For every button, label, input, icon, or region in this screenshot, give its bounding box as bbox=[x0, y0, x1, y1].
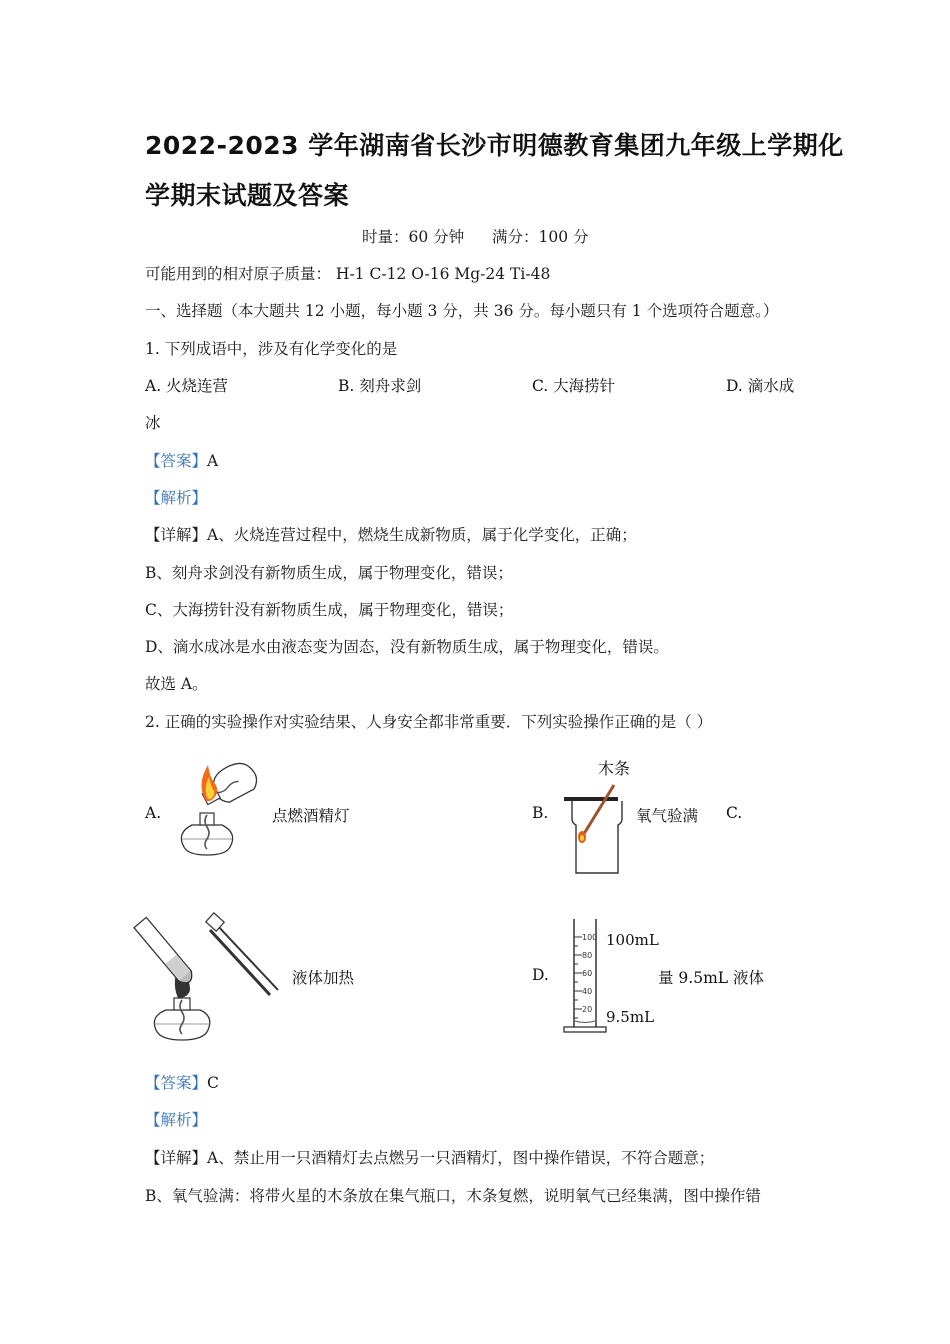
q2-option-d-label: 量 9.5mL 液体 bbox=[658, 969, 764, 987]
q1-detail-d: D、滴水成冰是水由液态变为固态，没有新物质生成，属于物理变化，错误。 bbox=[145, 638, 669, 656]
q1-answer bbox=[145, 449, 218, 471]
q2-detail-b: B、氧气验满：将带火星的木条放在集气瓶口，木条复燃，说明氧气已经集满，图中操作错 bbox=[145, 1187, 761, 1205]
q1-detail-b: B、刻舟求剑没有新物质生成，属于物理变化，错误； bbox=[145, 564, 513, 582]
cylinder-tick-label: 20 bbox=[582, 1005, 593, 1014]
q1-option-c: C. 大海捞针 bbox=[532, 377, 616, 395]
q1-analysis-tag: 【解析】 bbox=[145, 489, 208, 507]
q1-conclusion: 故选 A。 bbox=[145, 675, 208, 693]
q1-detail-a bbox=[145, 523, 637, 545]
q2-option-c-letter: C. bbox=[726, 804, 743, 822]
q2-analysis-tag: 【解析】 bbox=[145, 1111, 208, 1129]
q1-answer-value: A bbox=[207, 452, 219, 470]
q1-option-a: A. 火烧连营 bbox=[145, 377, 229, 395]
q2-detail-a-text: A、禁止用一只酒精灯去点燃另一只酒精灯，图中操作错误，不符合题意； bbox=[207, 1149, 715, 1167]
q1-option-d-wrap: 冰 bbox=[145, 414, 161, 432]
q1-detail-tag: 【详解】 bbox=[145, 526, 208, 544]
cylinder-tick-label: 40 bbox=[582, 987, 593, 996]
q2-option-c-label: 液体加热 bbox=[292, 969, 355, 987]
graduated-cylinder-figure bbox=[560, 915, 670, 1035]
exam-full-score: 满分：100 分 bbox=[492, 228, 589, 246]
liquid-heating-figure bbox=[150, 900, 300, 1050]
atomic-mass-line: 可能用到的相对原子质量： H-1 C-12 O-16 Mg-24 Ti-48 bbox=[145, 265, 551, 283]
q2-detail-a bbox=[145, 1146, 714, 1168]
document-title-line1: 2022-2023 学年湖南省长沙市明德教育集团九年级上学期化 bbox=[145, 131, 844, 160]
q2-detail-tag: 【详解】 bbox=[145, 1149, 208, 1167]
cylinder-tick-label: 60 bbox=[582, 969, 593, 978]
q1-option-b: B. 刻舟求剑 bbox=[338, 377, 422, 395]
q1-option-d: D. 滴水成 bbox=[726, 377, 795, 395]
cylinder-tick-label: 80 bbox=[582, 951, 593, 960]
q2-option-d-letter: D. bbox=[532, 966, 549, 984]
q2-option-b-letter: B. bbox=[532, 804, 549, 822]
q1-detail-c: C、大海捞针没有新物质生成，属于物理变化，错误； bbox=[145, 601, 514, 619]
q2-answer-tag: 【答案】 bbox=[145, 1074, 208, 1092]
q1-answer-tag: 【答案】 bbox=[145, 452, 208, 470]
q2-answer bbox=[145, 1071, 219, 1093]
wood-stick-label: 木条 bbox=[598, 759, 631, 778]
q1-detail-a-text: A、火烧连营过程中，燃烧生成新物质，属于化学变化，正确； bbox=[207, 526, 637, 544]
exam-time: 时量：60 分钟 bbox=[362, 228, 465, 246]
alcohol-lamp-lighting-figure bbox=[170, 755, 270, 865]
q2-option-a-label: 点燃酒精灯 bbox=[272, 807, 350, 825]
cylinder-capacity-label: 100mL bbox=[606, 931, 659, 949]
question-1-stem: 1. 下列成语中，涉及有化学变化的是 bbox=[145, 340, 398, 358]
q2-answer-value: C bbox=[207, 1074, 219, 1092]
document-title-line2: 学期末试题及答案 bbox=[145, 181, 350, 210]
section-heading: 一、选择题（本大题共 12 小题，每小题 3 分，共 36 分。每小题只有 1 个选项符合题意。） bbox=[145, 302, 779, 320]
cylinder-volume-label: 9.5mL bbox=[606, 1008, 655, 1026]
cylinder-tick-label: 100 bbox=[582, 933, 598, 942]
question-2-stem: 2. 正确的实验操作对实验结果、人身安全都非常重要．下列实验操作正确的是（ ） bbox=[145, 713, 713, 731]
q2-option-a-letter: A. bbox=[145, 804, 162, 822]
q2-option-b-label: 氧气验满 bbox=[636, 807, 699, 825]
oxygen-test-bottle-figure bbox=[560, 755, 640, 880]
